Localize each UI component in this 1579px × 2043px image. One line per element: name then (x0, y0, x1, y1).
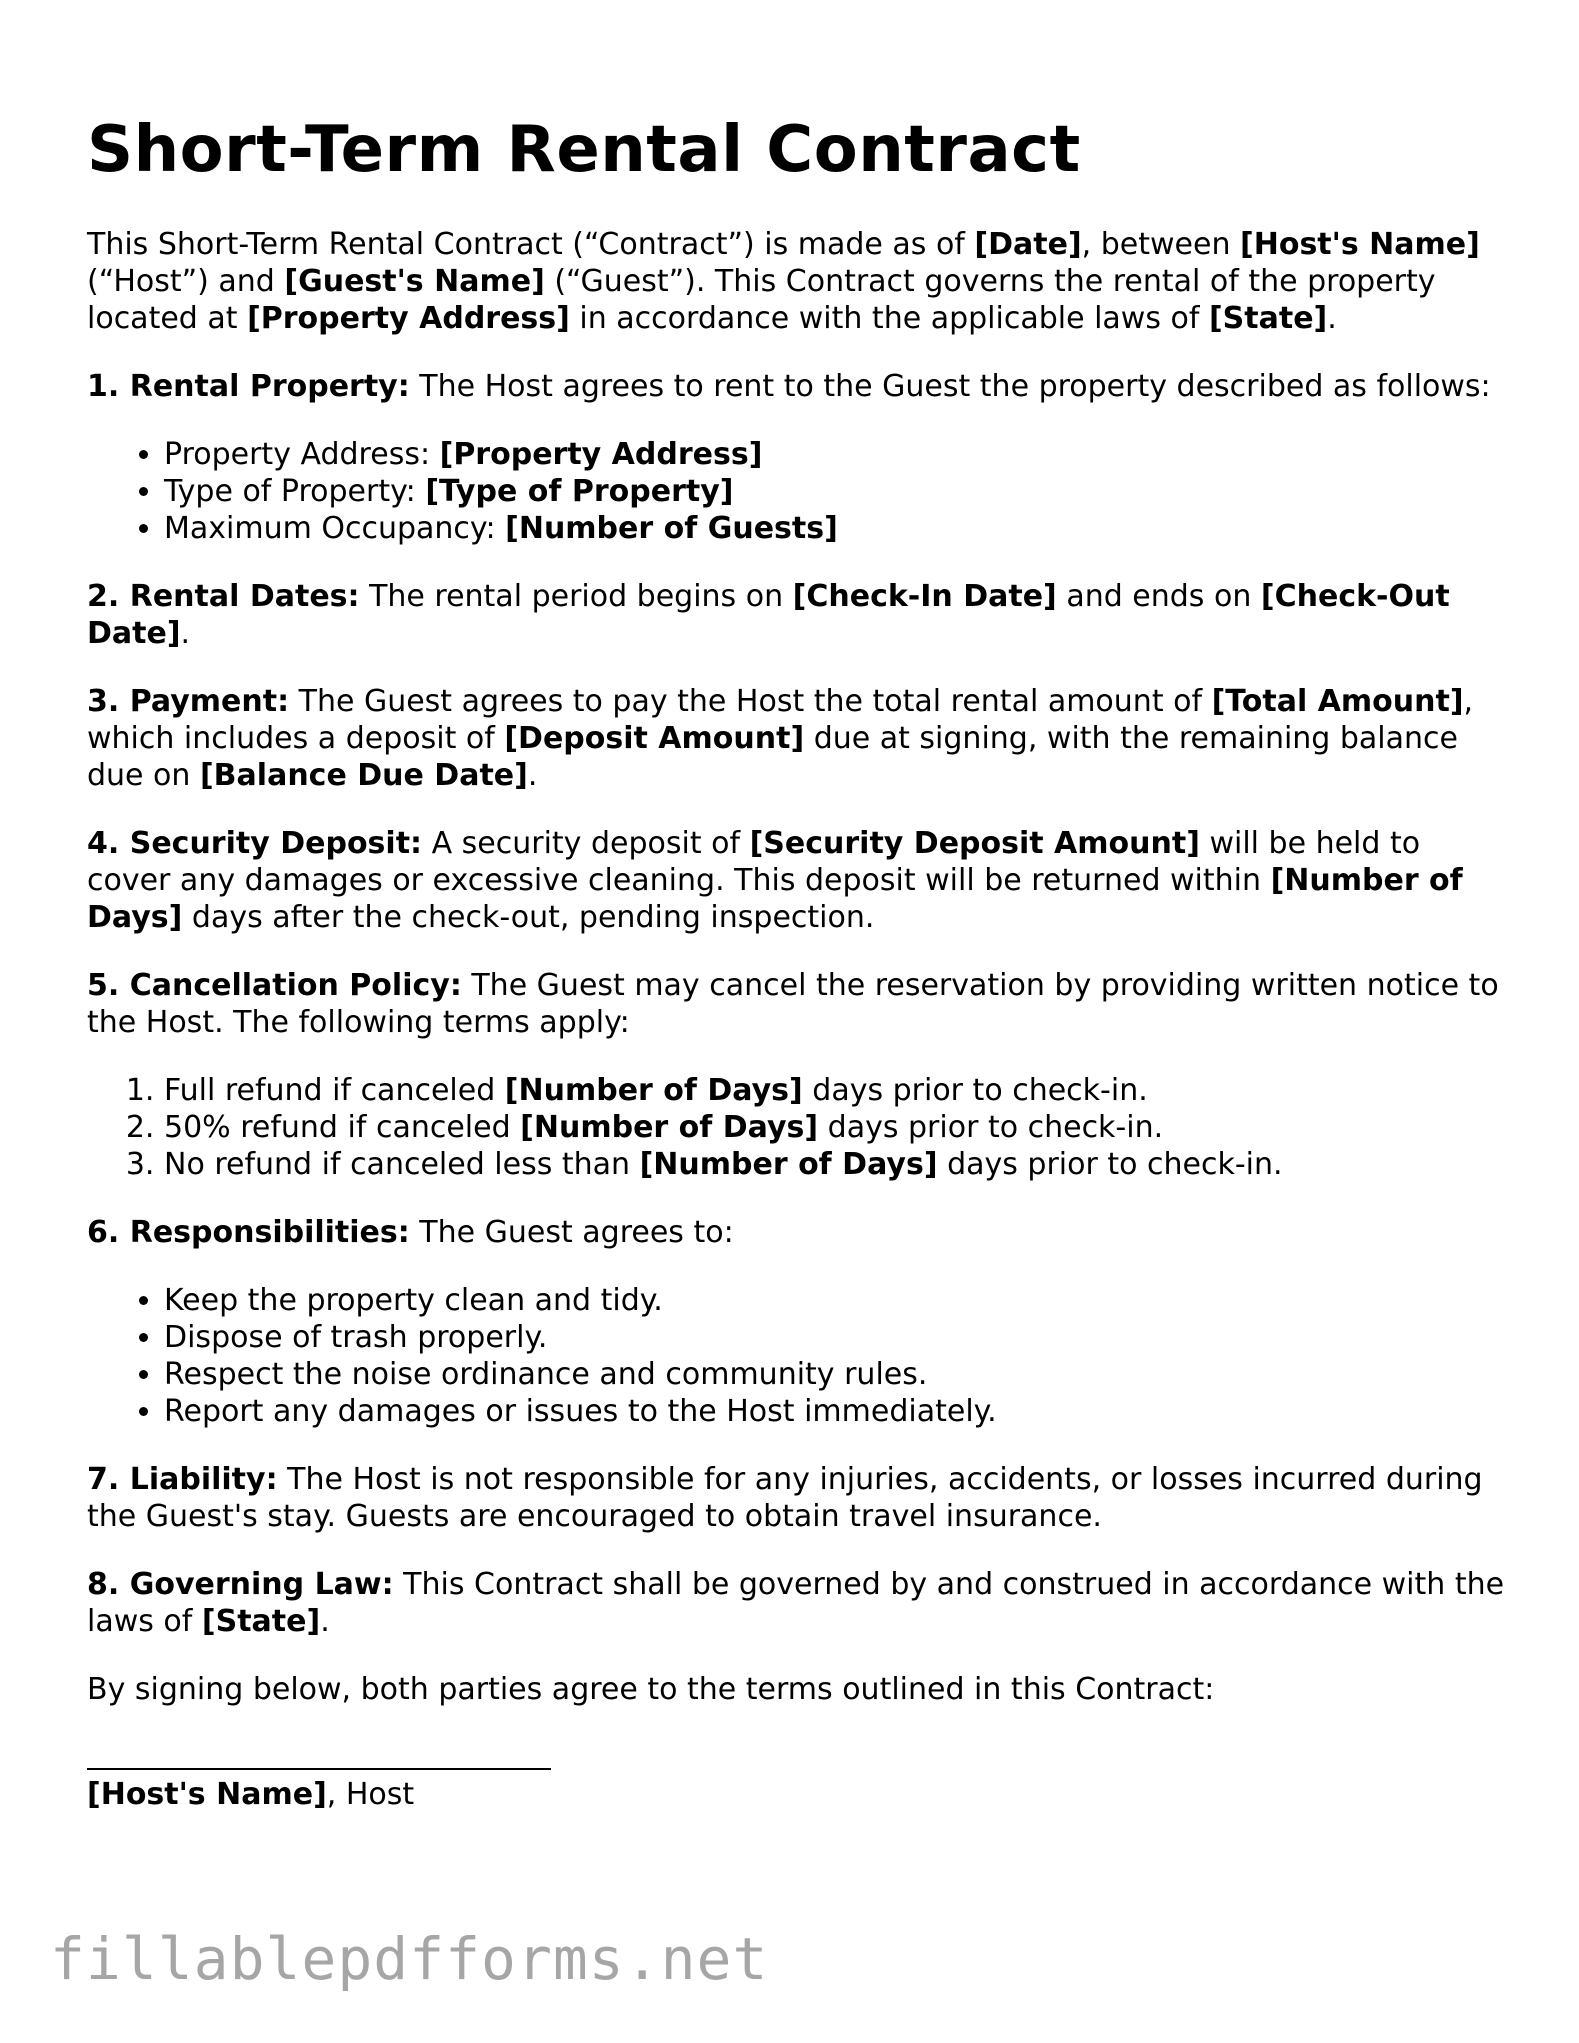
section-heading: 8. Governing Law: (87, 1567, 394, 1602)
property-details-list (87, 436, 1507, 547)
placeholder-host-name: [Host's Name] (1240, 227, 1480, 262)
section-text: The Host agrees to rent to the Guest the property described as follows: (409, 369, 1491, 404)
cancellation-terms-list (87, 1072, 1507, 1183)
section-heading: 3. Payment: (87, 684, 290, 719)
section-governing-law: 8. Governing Law: This Contract shall be governed by and construed in accordance with the laws of [State]. (87, 1567, 1505, 1639)
placeholder-number-of-days: [Number of Days] (504, 1073, 803, 1108)
list-item: • Report any damages or issues to the Host immediately. (164, 1393, 1507, 1430)
section-cancellation-policy: 5. Cancellation Policy: The Guest may cancel the reservation by providing written notice to the Host. The following terms apply: (87, 968, 1499, 1040)
placeholder-property-address: [Property Address] (247, 301, 570, 336)
placeholder-security-deposit-amount: [Security Deposit Amount] (749, 826, 1200, 861)
placeholder-number-of-days: [Number of Days] (520, 1110, 819, 1145)
host-signature-caption: [Host's Name], Host (87, 1777, 415, 1812)
list-item: • Maximum Occupancy: [Number of Guests] (164, 510, 1507, 547)
section-payment: 3. Payment: The Guest agrees to pay the Host the total rental amount of [Total Amount], which includes a deposit of [Deposit Amount] due at signing, with the remaining balance due on [Balance Due Date]. (87, 684, 1474, 793)
closing-statement: By signing below, both parties agree to the terms outlined in this Contract: (87, 1672, 1215, 1707)
list-item: • Dispose of trash properly. (164, 1319, 1507, 1356)
placeholder-number-of-days: [Number of Days] (87, 863, 1463, 935)
placeholder-total-amount: [Total Amount] (1211, 684, 1464, 719)
placeholder-number-of-days: [Number of Days] (639, 1147, 938, 1182)
section-heading: 5. Cancellation Policy: (87, 968, 462, 1003)
placeholder-number-of-guests: [Number of Guests] (505, 511, 838, 546)
intro-text: (“Host”) and (87, 264, 285, 299)
list-item: • Type of Property: [Type of Property] (164, 473, 1507, 510)
placeholder-property-type: [Type of Property] (425, 474, 734, 509)
placeholder-host-name: [Host's Name] (87, 1777, 327, 1812)
section-security-deposit: 4. Security Deposit: A security deposit of [Security Deposit Amount] will be held to cover any damages or excessive cleaning. This deposit will be returned within [Number of Days] days after the check-out, pending inspection. (87, 826, 1463, 935)
intro-paragraph (87, 226, 1507, 337)
section-heading: 6. Responsibilities: (87, 1215, 410, 1250)
section-heading: 4. Security Deposit: (87, 826, 423, 861)
document-title: Short-Term Rental Contract (87, 113, 1081, 187)
placeholder-state: [State] (201, 1604, 321, 1639)
list-item: 3. No refund if canceled less than [Number of Days] days prior to check-in. (164, 1146, 1507, 1183)
list-item: • Property Address: [Property Address] (164, 436, 1507, 473)
list-item: 1. Full refund if canceled [Number of Days] days prior to check-in. (164, 1072, 1507, 1109)
section-heading: 1. Rental Property: (87, 369, 410, 404)
section-liability: 7. Liability: The Host is not responsible for any injuries, accidents, or losses incurred during the Guest's stay. Guests are encouraged to obtain travel insurance. (87, 1462, 1483, 1534)
intro-text: in accordance with the applicable laws of (569, 301, 1209, 336)
intro-text: . (1327, 301, 1337, 336)
watermark: fillablepdfforms.net (50, 1925, 769, 1993)
placeholder-check-in-date: [Check-In Date] (792, 579, 1057, 614)
intro-text: , between (1081, 227, 1241, 262)
document-page (87, 112, 1507, 1813)
placeholder-property-address: [Property Address] (439, 437, 763, 472)
placeholder-balance-due-date: [Balance Due Date] (199, 758, 528, 793)
section-rental-property (87, 368, 1507, 405)
placeholder-check-out-date: [Check-Out Date] (87, 579, 1450, 651)
section-heading: 2. Rental Dates: (87, 579, 360, 614)
placeholder-guest-name: [Guest's Name] (284, 264, 545, 299)
section-heading: 7. Liability: (87, 1462, 278, 1497)
host-signature-line[interactable] (87, 1768, 551, 1770)
intro-text: This Short-Term Rental Contract (“Contract”) is made as of (87, 227, 975, 262)
intro-text: (“Guest”). This Contract governs the rental of the property located at (87, 264, 1436, 336)
list-item: 2. 50% refund if canceled [Number of Days] days prior to check-in. (164, 1109, 1507, 1146)
placeholder-state: [State] (1208, 301, 1328, 336)
responsibilities-list (87, 1282, 1507, 1430)
section-rental-dates: 2. Rental Dates: The rental period begins on [Check-In Date] and ends on [Check-Out Date]. (87, 579, 1450, 651)
section-responsibilities: 6. Responsibilities: The Guest agrees to: (87, 1215, 734, 1250)
list-item: • Respect the noise ordinance and community rules. (164, 1356, 1507, 1393)
placeholder-deposit-amount: [Deposit Amount] (504, 721, 805, 756)
list-item: • Keep the property clean and tidy. (164, 1282, 1507, 1319)
placeholder-date: [Date] (974, 227, 1082, 262)
